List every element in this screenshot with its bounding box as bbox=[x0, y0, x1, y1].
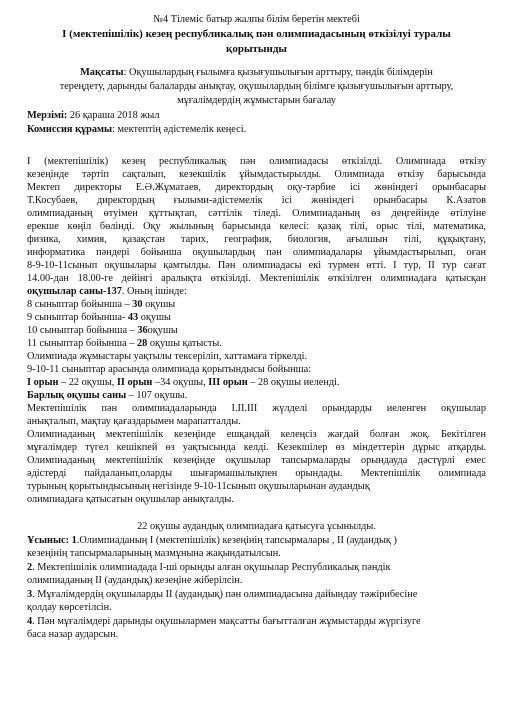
place-label: II орын bbox=[116, 377, 153, 388]
place-label: III орын bbox=[208, 377, 248, 388]
paragraph-2-line: анықталып, мақтау қағаздарымен марапатталды. bbox=[27, 416, 241, 427]
paragraph-1-line: информатика пәндері бойынша оқушылардың пән олимпиадалары ұйымдастырылып, оған bbox=[27, 247, 486, 258]
grade-count: 36 bbox=[137, 325, 148, 336]
recommendation-text: .Олимпиаданың I (мектепішілік) кезеңінің тапсырмалары , II (аудандық ) bbox=[76, 535, 397, 546]
paragraph-1-line: 14.00-дан 18.00-ге дейінгі аралықта өткізілді. Мектепішілік өткізілген олимпиадаға қатысқан bbox=[27, 273, 486, 284]
goal-text-1: : Оқушылардың ғылымға қызығушылығын арттыру, пәндік білімдерін bbox=[123, 67, 433, 78]
recommendation-1-line-1 bbox=[27, 534, 486, 547]
recommendation-text: . Мұғалімдердің оқушыларды II (аудандық) пән олимпиадасына дайындау тәжірибесіне bbox=[32, 589, 418, 600]
paragraph-1-line: Мектеп директоры Е.Ә.Жұматаев, директордың оқу-тәрбие ісі жөніндегі орынбасары bbox=[27, 182, 486, 193]
recommendation-number: 3 bbox=[27, 589, 33, 600]
place-label: I орын bbox=[27, 377, 59, 388]
grade-count: 30 bbox=[132, 299, 143, 310]
place-value: –34 оқушы, bbox=[152, 377, 209, 388]
paragraph-1-line: кезеңінде тәртіп сақталып, кезекшілік ұйымдастырылды. Олимпиада өткізу барысында bbox=[27, 169, 486, 180]
recommendation-number: 4 bbox=[27, 616, 33, 627]
paragraph-1-line: олимпиаданың өтуімен құттықтап, сәттілік тіледі. Олимпиаданың өз деңгейінде өтілуіне bbox=[27, 208, 486, 219]
grade-count: 28 bbox=[136, 338, 148, 349]
total-winners-label: Барлық оқушы саны bbox=[27, 390, 127, 401]
paragraph-2-line: Олимпиаданың мектепішілік кезеңінде оқушылар тапсырмаларды орындауда дәстүрлі емес bbox=[27, 455, 486, 466]
paragraph-2-line: әдістерді пайдаланып,оларды шығармашылықпен орындады. Мектепішілік олимпиада bbox=[27, 468, 486, 479]
grade-8-line bbox=[27, 298, 486, 311]
goal-line-1 bbox=[27, 66, 486, 79]
grade-11-line bbox=[27, 337, 486, 350]
goal-label: Мақсаты bbox=[80, 67, 124, 78]
place-value: – 28 оқушы иеленді. bbox=[247, 377, 340, 388]
paragraph-1-line: 8-9-10-11сынып оқушылары қамтылды. Пән олимпиадасы екі турмен өтті. I тур, II тур сағат bbox=[27, 260, 486, 271]
total-winners-line bbox=[27, 389, 486, 402]
grade-count: 43 bbox=[127, 312, 139, 323]
recommendations-label: Ұсыныс: bbox=[27, 535, 72, 546]
recommendation-1-line-2: кезеңінің тапсырмаларының мазмұнына жақындатылсын. bbox=[27, 548, 281, 559]
paragraph-2-line: мұғалімдер түгел кешікпей өз уақтысында келді. Кезекшілер өз міндеттерін дұрыс атқарды. bbox=[27, 442, 486, 453]
recommendation-number: 2 bbox=[27, 562, 33, 573]
paragraph-1-line: ерекше көңіл бөлінді. Оқу жылының барысында келесі: қазақ тілі, орыс тілі, математика, bbox=[27, 221, 486, 232]
place-value: – 22 оқушы, bbox=[58, 377, 117, 388]
recommendation-4-line-1 bbox=[27, 615, 486, 628]
date-value: 26 қараша 2018 жыл bbox=[67, 110, 160, 121]
total-participants-label: оқушылар саны-137 bbox=[27, 286, 122, 297]
commission-value: : мектептің әдістемелік кеңесі. bbox=[112, 124, 247, 135]
recommendation-3-line-2: қолдау көрсетілсін. bbox=[27, 602, 112, 613]
paragraph-1-line: Т.Косубаев, директордың ғылыми-әдістемелік ісі жөніндегі орынбасары К.Азатов bbox=[27, 195, 486, 206]
total-winners-value: – 107 оқушы. bbox=[126, 390, 188, 401]
results-intro-line: 9-10-11 сыныптар арасында олимпиада қорытындысы бойынша: bbox=[27, 364, 312, 375]
paragraph-2-line: олимпиадаға қатысатын оқушылар анықталды. bbox=[27, 494, 234, 505]
recommendation-number: 1 bbox=[71, 535, 77, 546]
grade-9-line bbox=[27, 311, 486, 324]
school-name: №4 Тілеміс батыр жалпы білім беретін мектебі bbox=[153, 14, 360, 25]
date-label: Мерзімі: bbox=[27, 110, 68, 121]
recommendation-text: . Пән мұғалімдері дарынды оқушылармен мақсатты бағытталған жұмыстарды жүргізуге bbox=[32, 616, 421, 627]
document-title-line-2: қорытынды bbox=[225, 43, 288, 55]
date-line bbox=[27, 109, 486, 122]
grade-text: 9 сыныптар бойынша- bbox=[27, 312, 128, 323]
grade-text: 8 сыныптар бойынша – bbox=[27, 299, 133, 310]
recommendation-2-line-2: олимпиаданың II (аудандық) кезеңіне жіберілсін. bbox=[27, 575, 243, 586]
grade-text: оқушы bbox=[142, 299, 176, 310]
recommendation-4-line-2: баса назар аударсын. bbox=[27, 629, 119, 640]
document-title-line-1: I (мектепішілік) кезең республикалық пән олимпиадасының өткізілуі туралы bbox=[62, 28, 451, 40]
recommendation-text: . Мектепішілік олимпиадада I-ші орынды алған оқушылар Республикалық пәндік bbox=[32, 562, 391, 573]
checked-line: Олимпиада жұмыстары уақтылы тексеріліп, хаттамаға тіркелді. bbox=[27, 351, 308, 362]
total-participants-line bbox=[27, 285, 486, 298]
total-participants-rest: . Оның ішінде: bbox=[121, 286, 187, 297]
grade-text: оқушы bbox=[147, 325, 178, 336]
grade-text: 10 сыныптар бойынша – bbox=[27, 325, 138, 336]
paragraph-2-line: турының қорытындысының негізінде 9-10-11сынып оқушыларынан аудандық bbox=[27, 481, 370, 492]
district-line: 22 оқушы аудандық олимпиадаға қатысуға ұсынылды. bbox=[137, 521, 376, 532]
commission-line bbox=[27, 123, 486, 136]
paragraph-1-line: физика, химия, қазақстан тарих, география, биология, ағылшын тілі, құқықтану, bbox=[27, 234, 486, 245]
grade-text: оқушы bbox=[138, 312, 171, 323]
paragraph-1-line: I (мектепішілік) кезең республикалық пән олимпиадасы өткізілді. Олимпиада өткізу bbox=[27, 156, 486, 167]
commission-label: Комиссия құрамы bbox=[27, 124, 113, 135]
paragraph-2-line: Мектепішілік пән олимпиадаларында I.II.III жүлделі орындарды иеленген оқушылар bbox=[27, 403, 486, 414]
goal-line-3: мұғалімдердің жұмыстарын бағалау bbox=[177, 95, 336, 106]
grade-text: оқушы қатысты. bbox=[147, 338, 222, 349]
grade-text: 11 сыныптар бойынша – bbox=[27, 338, 137, 349]
recommendation-3-line-1 bbox=[27, 588, 486, 601]
paragraph-2-line: Олимпиаданың мектепішілік кезеңінде ешқандай келеңсіз жағдай болған жоқ. Бекітілген bbox=[27, 429, 486, 440]
grade-10-line bbox=[27, 324, 486, 337]
places-line bbox=[27, 376, 486, 389]
goal-line-2: тереңдету, дарынды балаларды анықтау, оқушылардың білімге қызығушылығын арттыру, bbox=[59, 81, 454, 92]
recommendation-2-line-1 bbox=[27, 561, 486, 574]
